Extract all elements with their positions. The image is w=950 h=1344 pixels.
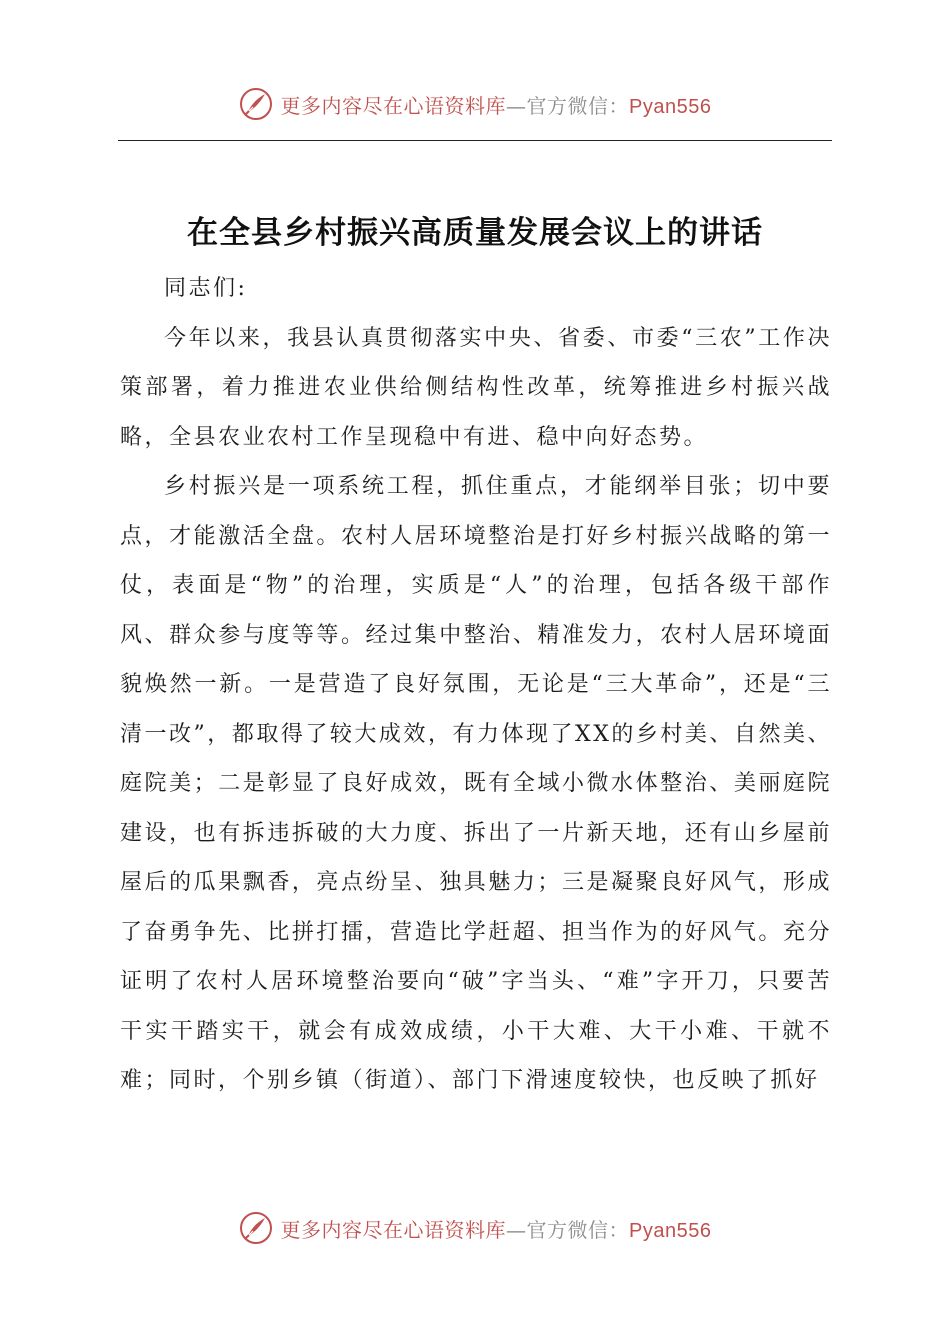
- paragraph: 今年以来，我县认真贯彻落实中央、省委、市委“三农”工作决策部署，着力推进农业供给侧结构性改革，统筹推进乡村振兴战略，全县农业农村工作呈现稳中有进、稳中向好态势。: [120, 325, 832, 450]
- banner-text: [281, 90, 712, 119]
- banner-prefix: 更多内容尽在心语资料库: [280, 93, 507, 118]
- salutation: 同志们:: [164, 276, 248, 301]
- banner-text: [281, 1214, 712, 1243]
- quill-pen-logo-icon: [239, 1211, 273, 1245]
- footer-banner: [0, 1208, 950, 1248]
- banner-wechat-id: Pyan556: [629, 1219, 712, 1242]
- banner-dash: —: [506, 1217, 527, 1242]
- banner-wechat-id: Pyan556: [629, 95, 712, 118]
- header-banner: [0, 84, 950, 124]
- document-body: [120, 264, 832, 1106]
- paragraph: 乡村振兴是一项系统工程，抓住重点，才能纲举目张；切中要点，才能激活全盘。农村人居环境整治是打好乡村振兴战略的第一仗，表面是“物”的治理，实质是“人”的治理，包括各级干部作风、群众参与度等等。经过集中整治、精准发力，农村人居环境面貌焕然一新。一是营造了良好氛围，无论是“三大革命”，还是“三清一改”，都取得了较大成效，有力体现了XX的乡村美、自然美、庭院美；二是彰显了良好成效，既有全域小微水体整治、美丽庭院建设，也有拆违拆破的大力度、拆出了一片新天地，还有山乡屋前屋后的瓜果飘香，亮点纷呈、独具魅力；三是凝聚良好风气，形成了奋勇争先、比拼打擂，营造比学赶超、担当作为的好风气。充分证明了农村人居环境整治要向“破”字当头、“难”字开刀，只要苦干实干踏实干，就会有成效成绩，小干大难、大干小难、干就不难；同时，个别乡镇（街道）、部门下滑速度较快，也反映了抓好: [120, 474, 832, 1093]
- quill-pen-logo-icon: [239, 87, 273, 121]
- banner-dash: —: [506, 93, 527, 118]
- header-divider: [118, 140, 832, 141]
- banner-wechat-label: 官方微信：: [526, 1217, 630, 1242]
- banner-wechat-label: 官方微信：: [526, 93, 630, 118]
- banner-prefix: 更多内容尽在心语资料库: [280, 1217, 507, 1242]
- document-title: 在全县乡村振兴高质量发展会议上的讲话: [187, 214, 763, 251]
